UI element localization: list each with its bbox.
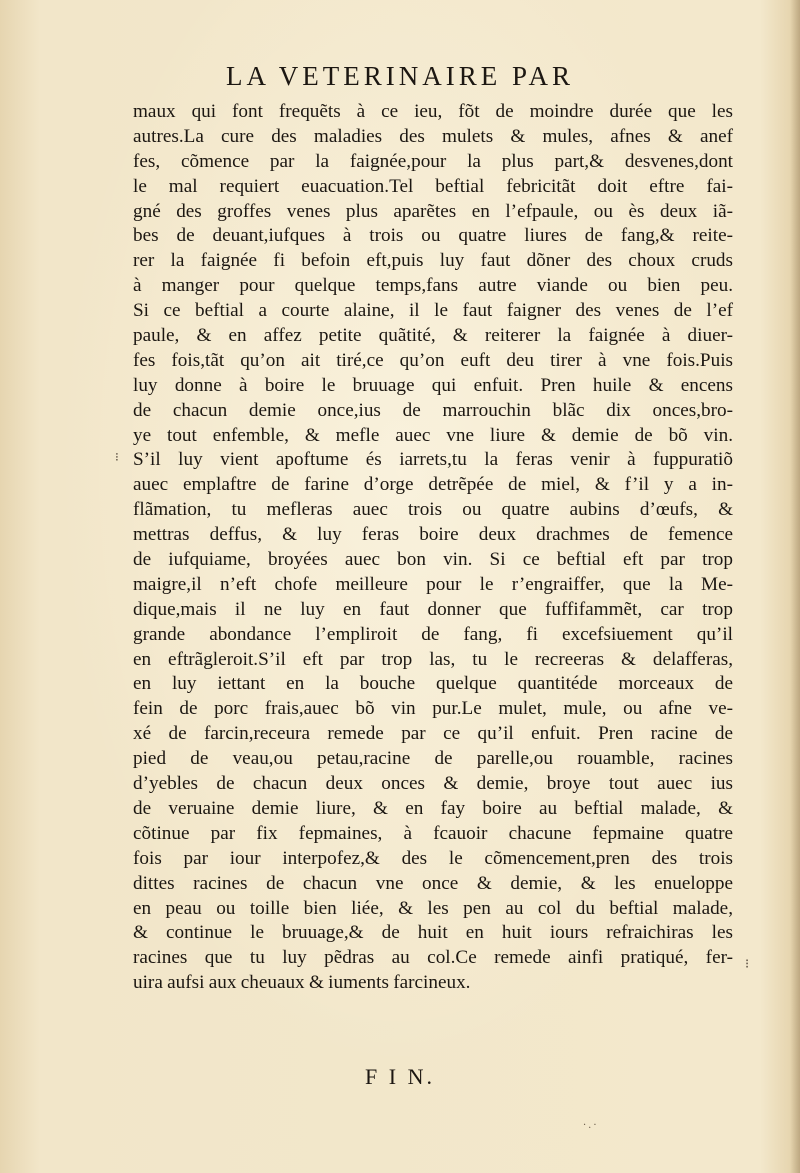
text-line: luy donne à boire le bruuage qui enfuit. Pren huile & encens xyxy=(133,374,733,396)
text-line: d’yebles de chacun deux onces & demie, broye tout auec ius xyxy=(133,773,733,795)
text-line: grande abondance l’empliroit de fang, fi excefsiuement qu’il xyxy=(133,623,733,645)
margin-mark-icon: ⁝ xyxy=(115,450,119,464)
text-line: rer la faignée fi befoin eft,puis luy faut dõner des choux cruds xyxy=(133,250,733,272)
ink-speck-icon: ·.· xyxy=(583,1120,599,1131)
text-line: Si ce beftial a courte alaine, il le faut faigner des venes de l’ef xyxy=(133,300,733,322)
text-line: en luy iettant en la bouche quelque quantitéde morceaux de xyxy=(133,673,733,695)
text-line: dittes racines de chacun vne once & demie, & les enueloppe xyxy=(133,872,733,894)
text-line: uira aufsi aux cheuaux & iuments farcineux. xyxy=(133,972,471,994)
text-line: dique,mais il ne luy en faut donner que fuffifammẽt, car trop xyxy=(133,598,733,620)
text-line: fes fois,tãt qu’on ait tiré,ce qu’on euft deu tirer à vne fois.Puis xyxy=(133,349,733,371)
text-line: pied de veau,ou petau,racine de parelle,ou rouamble, racines xyxy=(133,748,733,770)
text-line: & continue le bruuage,& de huit en huit iours refraichiras les xyxy=(133,922,733,944)
text-line: fes, cõmence par la faignée,pour la plus part,& desvenes,dont xyxy=(133,150,733,172)
text-line: de iufquiame, broyées auec bon vin. Si ce beftial eft par trop xyxy=(133,549,733,571)
finis-colophon: F I N. xyxy=(365,1064,435,1089)
margin-mark-icon: ⁝ xyxy=(745,957,750,972)
text-line: gné des groffes venes plus aparẽtes en l’efpaule, ou ès deux iã- xyxy=(133,200,733,222)
text-line: maigre,il n’eft chofe meilleure pour le r’engraiffer, que la Me- xyxy=(133,573,733,595)
text-line: xé de farcin,receura remede par ce qu’il enfuit. Pren racine de xyxy=(133,723,733,745)
text-line: de veruaine demie liure, & en fay boire au beftial malade, & xyxy=(133,797,733,819)
text-line: fois par iour interpofez,& des le cõmencement,pren des trois xyxy=(133,847,733,869)
page-edge-shadow xyxy=(790,0,800,1173)
text-line: cõtinue par fix fepmaines, à fcauoir chacune fepmaine quatre xyxy=(133,822,733,844)
text-line: fein de porc frais,auec bõ vin pur.Le mulet, mule, ou afne ve- xyxy=(133,698,733,720)
text-line: auec emplaftre de farine d’orge detrẽpée de miel, & f’il y a in- xyxy=(133,474,733,496)
text-line: de chacun demie once,ius de marrouchin blãc dix onces,bro- xyxy=(133,399,733,421)
text-line: ye tout enfemble, & mefle auec vne liure & demie de bõ vin. xyxy=(133,424,733,446)
text-line: autres.La cure des maladies des mulets & mules, afnes & anef xyxy=(133,125,733,147)
text-line: en peau ou toille bien liée, & les pen au col du beftial malade, xyxy=(133,897,733,919)
text-line: à manger pour quelque temps,fans autre viande ou bien peu. xyxy=(133,275,733,297)
body-text xyxy=(133,100,733,996)
text-line: le mal requiert euacuation.Tel beftial febricitãt doit eftre fai- xyxy=(133,175,733,197)
text-line: racines que tu luy pẽdras au col.Ce remede ainfi pratiqué, fer- xyxy=(133,947,733,969)
text-line: paule, & en affez petite quãtité, & reiterer la faignée à diuer- xyxy=(133,325,733,347)
running-head: LA VETERINAIRE PAR xyxy=(225,61,575,91)
text-line: maux qui font frequẽts à ce ieu, fõt de moindre durée que les xyxy=(133,101,733,122)
text-line: en eftrãgleroit.S’il eft par trop las, tu le recreeras & delafferas, xyxy=(133,648,733,670)
text-line: bes de deuant,iufques à trois ou quatre liures de fang,& reite- xyxy=(133,225,733,247)
text-line: S’il luy vient apoftume és iarrets,tu la feras venir à fuppuratiõ xyxy=(133,449,733,471)
text-line: flãmation, tu mefleras auec trois ou quatre aubins d’œufs, & xyxy=(133,499,733,521)
text-line: mettras deffus, & luy feras boire deux drachmes de femence xyxy=(133,524,733,546)
